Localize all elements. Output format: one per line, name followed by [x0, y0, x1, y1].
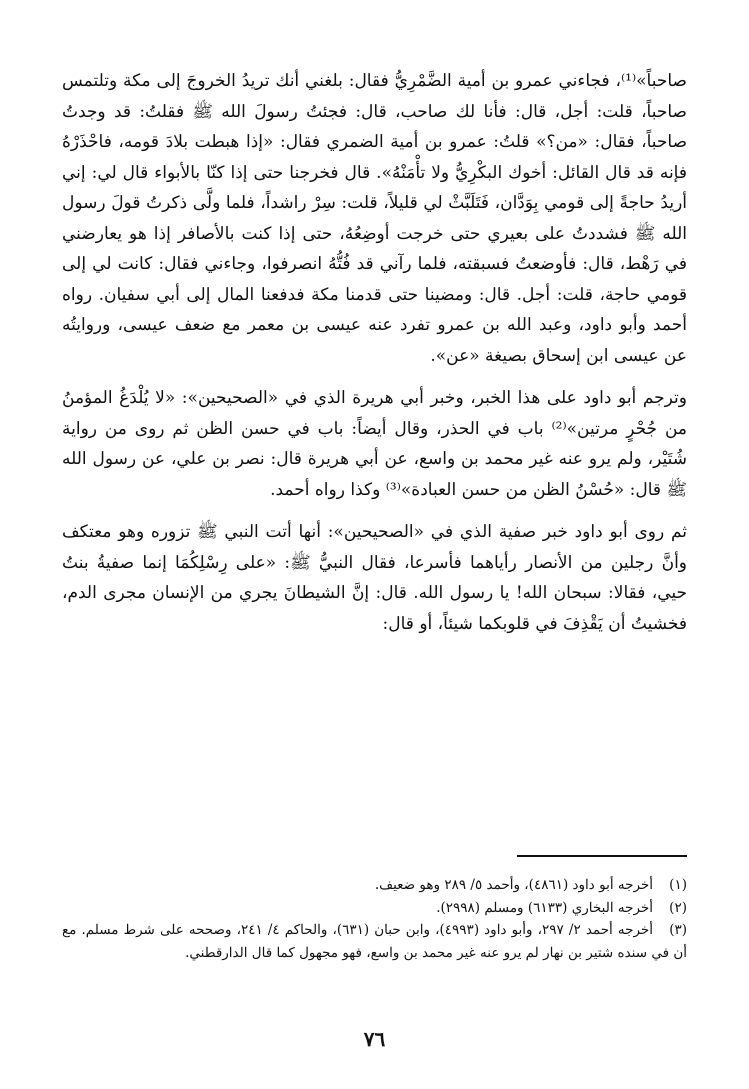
paragraph-1: صاحباً»⁽¹⁾، فجاءني عمرو بن أمية الضَّمْرِيُّ فقال: بلغني أنك تريدُ الخروجَ إلى مكة وتلتمس صاحباً، قلت: أجل، قال: فأنا لك صاحب، قال: فجئتُ رسولَ الله ﷺ فقلتُ: قد وجدتُ صاحباً، فقال: «من؟» قلتُ: عمرو بن أمية الضمري فقال: «إذا هبطت بلادَ قومه، فاحْذَرْهُ فإنه قد قال القائل: أخوك البكْرِيُّ ولا تأْمَنْهُ». قال فخرجنا حتى إذا كنّا بالأبواء قال لي: إني أريدُ حاجةً إلى قومي بِوَدَّان، فَتَلَبَّثْ لي قليلاً، قلت: سِرْ راشداً، فلما ولَّى ذكرتُ قولَ رسول الله ﷺ فشددتُ على بعيري حتى خرجت أوضِعُهُ، حتى إذا كنت بالأصافر إذا هو يعارضني في رَهْط، قال: فأوضعتُ فسبقته، فلما رآني قد فُتُّهُ انصرفوا، وجاءني فقال: كانت لي إلى قومي حاجة، قلت: أجل. قال: ومضينا حتى قدمنا مكة فدفعنا المال إلى أبي سفيان. رواه أحمد وأبو داود، وعبد الله بن عمرو تفرد عنه عيسى بن معمر مع ضعف عيسى، وروايتُه عن عيسى ابن إسحاق بصيغة «عن».	[62, 71, 687, 366]
footnote-3	[62, 919, 687, 964]
footnote-number: (٢)	[669, 899, 687, 916]
footnote-number: (٣)	[669, 922, 688, 938]
footnote-1	[62, 874, 687, 897]
footnote-divider	[517, 855, 687, 857]
main-text	[62, 66, 687, 639]
footnotes	[62, 874, 687, 964]
footnote-number: (١)	[669, 877, 687, 893]
footnote-text: أخرجه البخاري (٦١٣٣) ومسلم (٢٩٩٨).	[436, 899, 653, 916]
footnote-text: أخرجه أبو داود (٤٨٦١)، وأحمد ٥/ ٢٨٩ وهو ضعيف.	[374, 877, 653, 893]
footnote-2	[62, 897, 687, 920]
paragraph-2: وترجم أبو داود على هذا الخبر، وخبر أبي هريرة الذي في «الصحيحين»: «لا يُلْدَغُ المؤمنُ من جُحْرٍ مرتين»⁽²⁾ باب في الحذر، وقال أيضاً: باب في حسن الظن ثم روى من رواية شُتَيْر، ولم يرو عنه غير محمد بن واسع، عن أبي هريرة قال: نصر بن علي، عن رسول الله ﷺ قال: «حُسْنُ الظن من حسن العبادة»⁽³⁾ وكذا رواه أحمد.	[62, 388, 687, 500]
footnote-text: أخرجه أحمد ٢/ ٢٩٧، وأبو داود (٤٩٩٣)، وابن حبان (٦٣١)، والحاكم ٤/ ٢٤١، وصححه على شرط مسلم. مع أن في سنده شتير بن نهار لم يرو عنه غير محمد بن واسع، فهو مجهول كما قال الدارقطني.	[62, 922, 687, 961]
paragraph-3: ثم روى أبو داود خبر صفية الذي في «الصحيحين»: أنها أتت النبي ﷺ تزوره وهو معتكف وأنَّ رجلين من الأنصار رأياهما فأسرعا، فقال النبيُّ ﷺ: «على رِسْلِكُمَا إنما صفيةُ بنتُ حيي، فقالا: سبحان الله! يا رسول الله. قال: إنَّ الشيطانَ يجري من الإنسان مجرى الدم، فخشيتُ أن يَقْذِفَ في قلوبكما شيئاً، أو قال:	[62, 522, 687, 634]
page-number: ٧٦	[363, 1027, 386, 1051]
